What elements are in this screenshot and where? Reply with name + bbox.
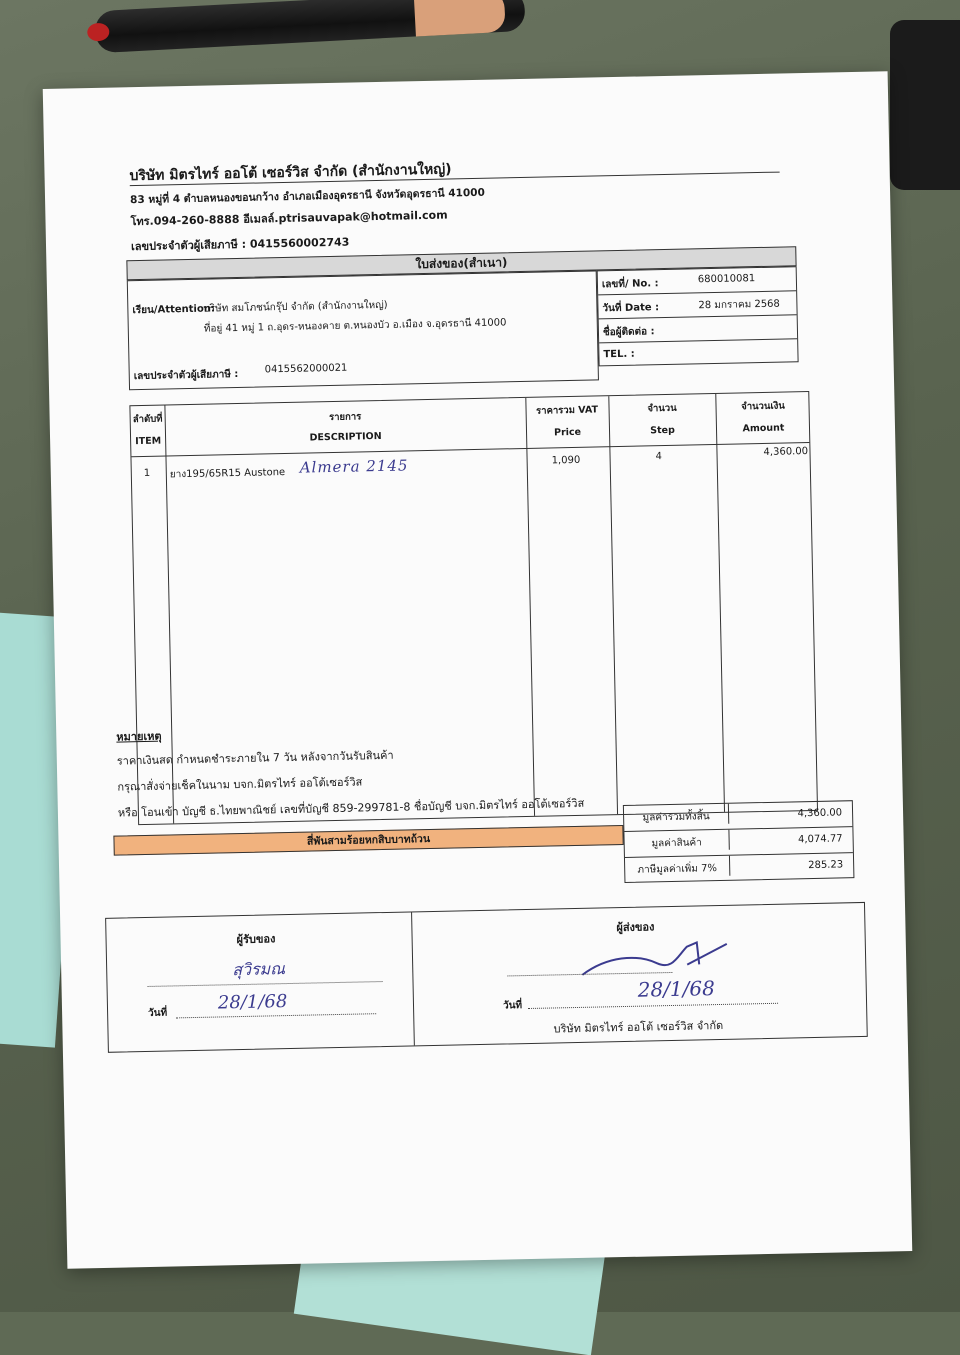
vat-label: ภาษีมูลค่าเพิ่ม 7%: [625, 856, 730, 878]
totals-box: [623, 800, 855, 883]
recipient-tax-label: เลขประจำตัวผู้เสียภาษี :: [133, 368, 239, 383]
company-name: บริษัท มิตรไทร์ ออโต้ เซอร์วิส จำกัด (สำนักงานใหญ่): [129, 161, 452, 185]
signature-section: [105, 902, 868, 1053]
sender-company: บริษัท มิตรไทร์ ออโต้ เซอร์วิส จำกัด: [553, 1018, 724, 1036]
header-price-en: Price: [553, 426, 582, 439]
header-item-en: ITEM: [135, 435, 162, 448]
meta-tel-row: [599, 339, 797, 367]
receiver-signature: สุวิรมณ: [232, 959, 286, 980]
company-contact: โทร.094-260-8888 อีเมลล์.ptrisauvapak@hotmail.com: [130, 208, 448, 229]
vat-value: 285.23: [808, 859, 844, 872]
grand-total-value: 4,360.00: [797, 807, 843, 820]
remarks-title: หมายเหตุ: [116, 729, 162, 744]
sender-label: ผู้ส่งของ: [616, 920, 655, 935]
contact-label: ชื่อผู้ติดต่อ :: [602, 326, 655, 339]
recipient-name: บริษัท สมโภชน์กรุ๊ป จำกัด (สำนักงานใหญ่): [203, 299, 388, 315]
header-price-th: ราคารวม VAT: [536, 404, 599, 417]
row-handwritten-note: Almera 2145: [299, 456, 409, 477]
receiver-date: 28/1/68: [217, 991, 288, 1014]
remark-line-2: กรุณาสั่งจ่ายเช็คในนาม บจก.มิตรไทร์ ออโต้เซอร์วิส: [117, 775, 363, 794]
recipient-box: [127, 270, 599, 390]
row-amount: 4,360.00: [763, 446, 809, 458]
remark-line-3: หรือ โอนเข้า บัญชี ธ.ไทยพาณิชย์ เลขที่บัญชี 859-299781-8 ชื่อบัญชี บจก.มิตรไทร์ ออโต้เซอร์วิส: [117, 796, 585, 820]
recipient-tax-id: 0415562000021: [264, 362, 348, 376]
sender-date: 28/1/68: [637, 976, 716, 1002]
vat-row: [625, 853, 853, 884]
remarks: [116, 718, 584, 830]
tel-label: TEL. :: [603, 348, 635, 361]
document-title: ใบส่งของ(สำเนา): [126, 246, 796, 280]
row-description: ยาง195/65R15 Austone: [169, 466, 286, 481]
header-qty-en: Step: [650, 424, 675, 437]
receiver-label: ผู้รับของ: [236, 932, 276, 947]
company-tax-id: เลขประจำตัวผู้เสียภาษี : 0415560002743: [130, 235, 350, 254]
wallet: [890, 20, 960, 190]
net-total-label: มูลค่าสินค้า: [624, 830, 729, 852]
header-amount-th: จำนวนเงิน: [741, 400, 785, 413]
header-amount-en: Amount: [742, 422, 785, 435]
header-qty-th: จำนวน: [647, 402, 677, 415]
sender-date-label: วันที่: [502, 1000, 523, 1012]
header-desc-en: DESCRIPTION: [309, 430, 382, 444]
row-item: 1: [143, 467, 151, 479]
row-qty: 4: [655, 451, 663, 463]
number-value: 680010081: [697, 273, 756, 286]
receiver-date-label: วันที่: [148, 1007, 168, 1019]
row-price: 1,090: [551, 454, 581, 467]
header-item-th: ลำดับที่: [132, 413, 163, 426]
net-total-value: 4,074.77: [797, 833, 843, 846]
header-desc-th: รายการ: [328, 411, 362, 424]
amount-in-words: สี่พันสามร้อยหกสิบบาทถ้วน: [113, 825, 623, 856]
company-address: 83 หมู่ที่ 4 ตำบลหนองขอนกว้าง อำเภอเมืองอุดรธานี จังหวัดอุดรธานี 41000: [129, 186, 485, 207]
date-value: 28 มกราคม 2568: [698, 298, 780, 312]
delivery-note: [43, 71, 913, 1268]
attention-label: เรียน/Attention:: [132, 303, 216, 317]
grand-total-label: มูลค่ารวมทั้งสิ้น: [624, 804, 729, 826]
recipient-address: ที่อยู่ 41 หมู่ 1 ถ.อุดร-หนองคาย ต.หนองบัว อ.เมือง จ.อุดรธานี 41000: [203, 317, 507, 335]
document-meta: [597, 266, 799, 366]
remark-line-1: ราคาเงินสด กำหนดชำระภายใน 7 วัน หลังจากวันรับสินค้า: [116, 748, 394, 768]
date-label: วันที่ Date :: [602, 302, 660, 315]
number-label: เลขที่/ No. :: [601, 278, 659, 291]
